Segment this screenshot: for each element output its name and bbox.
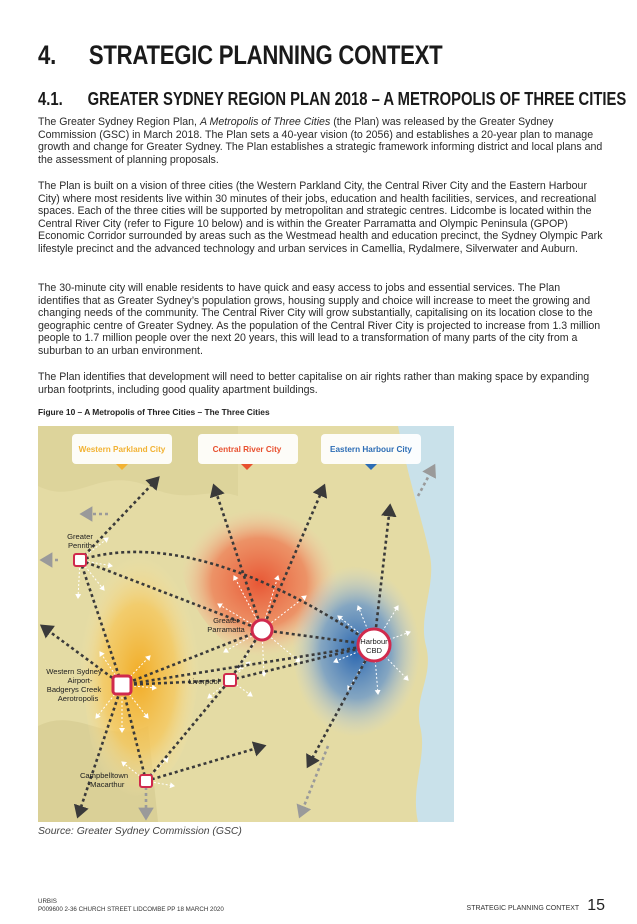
paragraph-4: The Plan identifies that development will need to better capitalise on air rights rather than making space by expanding urban footprints, including good quality apartment buildings. — [38, 371, 590, 396]
three-cities-map — [38, 426, 454, 822]
footer-section: STRATEGIC PLANNING CONTEXT — [466, 905, 580, 912]
svg-text:Greater: Greater — [67, 532, 93, 541]
svg-text:CBD: CBD — [365, 646, 383, 655]
western-city-label: Western Parkland City — [78, 445, 166, 454]
figure-source: Source: Greater Sydney Commission (GSC) — [38, 826, 242, 837]
footer-right — [467, 897, 605, 915]
paragraph-3: The 30-minute city will enable residents to have quick and easy access to jobs and essential services. The Plan identifies that as Greater Sydney’s population grows, housing supply and choice will increase to meet the growing and changing needs of the community. The Central River City will grow substantially, capitalising on its location close to the geographic centre of Greater Sydney. As the population of the Central River City is projected to increase from 1.3 million people to 1.7 million people over the next 20 years, this will lead to a transformation of many parts of the city from a suburban to an urban environment. — [38, 282, 601, 357]
page-number: 15 — [587, 897, 605, 914]
svg-text:Badgerys Creek: Badgerys Creek — [46, 685, 102, 694]
figure-caption: Figure 10 – A Metropolis of Three Cities – The Three Cities — [38, 407, 270, 417]
subsection-heading — [38, 88, 626, 110]
svg-text:-Macarthur: -Macarthur — [87, 780, 125, 789]
footer-left — [38, 898, 224, 914]
svg-text:Liverpool: Liverpool — [188, 677, 220, 686]
footer-org: URBIS — [38, 898, 57, 905]
section-heading — [38, 40, 442, 71]
footer-doc: P009600 2-36 CHURCH STREET LIDCOMBE PP 18 MARCH 2020 — [38, 906, 224, 913]
plan-title-italic: A Metropolis of Three Cities — [199, 116, 331, 128]
subsection-title: GREATER SYDNEY REGION PLAN 2018 – A METROPOLIS OF THREE CITIES — [87, 88, 627, 109]
paragraph-1: The Greater Sydney Region Plan, A Metropolis of Three Cities (the Plan) was released by the Greater Sydney Commission (GSC) in March 2018. The Plan sets a 40-year vision (to 2056) and establishes a 20-year plan to manage growth and change for Greater Sydney. The Plan establishes a strategic framework informing district and local plans and the assessment of planning proposals. — [38, 116, 603, 166]
eastern-city-area — [292, 566, 421, 737]
paragraph-2: The Plan is built on a vision of three cities (the Western Parkland City, the Central River City and the Eastern Harbour City) where most residents live within 30 minutes of their jobs, education and health facilities, services, and recreational spaces. Each of the three cities will be supported by metropolitan and strategic centres. Lidcombe is located within the Central River City (refer to Figure 10 below) and is within the Greater Parramatta and Olympic Peninsula (GPOP) Economic Corridor surrounded by areas such as the Westmead health and education precinct, the Sydney Olympic Park lifestyle precinct and the advanced technology and urban services in Camellia, Rydalmere, Silverwater and Auburn. — [38, 180, 603, 255]
map-svg — [38, 426, 454, 822]
svg-text:Airport-: Airport- — [67, 676, 93, 685]
svg-text:Penrith: Penrith — [67, 541, 93, 550]
eastern-city-label: Eastern Harbour City — [330, 445, 412, 454]
svg-text:Western Sydney: Western Sydney — [46, 667, 102, 676]
svg-text:Greater: Greater — [213, 616, 239, 625]
central-city-label: Central River City — [212, 445, 282, 454]
harbour-cbd-marker — [358, 629, 390, 661]
section-title: STRATEGIC PLANNING CONTEXT — [88, 40, 443, 70]
svg-text:Parramatta: Parramatta — [207, 625, 245, 634]
svg-text:Harbour: Harbour — [360, 637, 388, 646]
subsection-number: 4.1. — [38, 88, 63, 109]
section-number: 4. — [38, 40, 56, 70]
svg-text:Aerotropolis: Aerotropolis — [57, 694, 99, 703]
svg-text:Campbelltown: Campbelltown — [79, 771, 129, 780]
